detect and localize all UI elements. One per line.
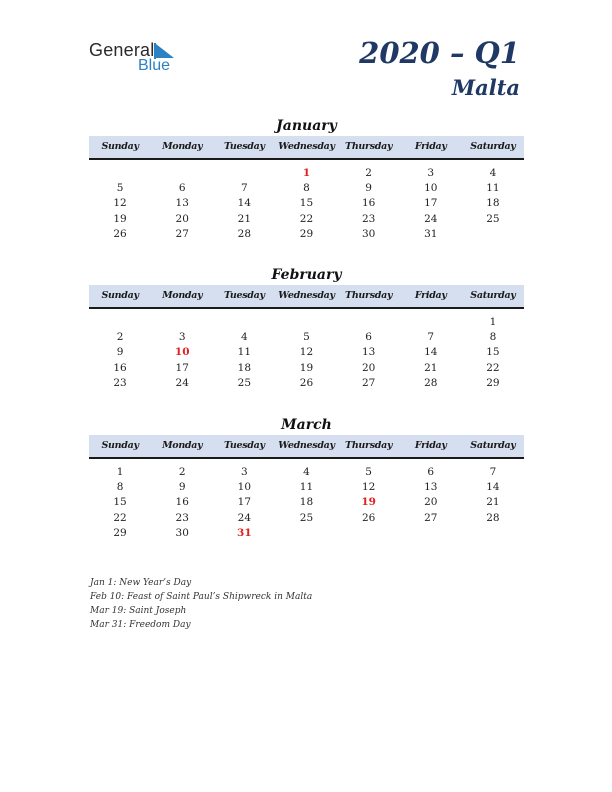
day-cell [275,315,337,330]
day-cell: 11 [486,182,500,195]
day-cell: 2 [365,167,372,179]
holiday-notes [90,576,312,632]
day-cell: 19 [113,212,127,225]
holiday-day-cell: 1 [302,167,311,179]
weekday-label: Saturday [470,290,516,301]
day-cell: 26 [113,227,127,240]
holiday-day-cell: 31 [237,526,252,539]
day-cell: 24 [175,376,189,389]
day-cell: 15 [486,346,500,359]
day-cell: 22 [113,511,127,524]
day-cell: 28 [486,511,500,524]
day-cell [213,166,275,181]
week-rows [89,459,524,541]
day-cell [462,227,524,242]
week-row [89,315,524,330]
day-cell: 3 [427,167,435,179]
day-cell [89,315,151,330]
day-cell: 27 [175,227,189,240]
week-rows [89,160,524,242]
day-cell: 28 [237,227,252,240]
day-cell [151,166,213,181]
week-row [89,465,524,480]
day-cell [338,526,400,541]
day-cell: 20 [424,496,438,509]
weekday-label: Sunday [101,141,139,152]
weekday-label: Thursday [345,141,393,152]
week-row [89,480,524,495]
weekday-header [89,435,524,459]
day-cell [213,315,275,330]
brand-name-bottom: Blue [138,57,171,74]
day-cell: 2 [116,331,124,344]
day-cell: 12 [299,346,314,359]
holiday-day-cell: 19 [361,496,376,509]
day-cell: 13 [175,197,189,210]
country-title: Malta [451,75,520,100]
day-cell: 27 [424,511,438,524]
day-cell: 19 [299,361,314,374]
day-cell: 4 [241,331,248,344]
month-name: January [276,118,337,134]
day-cell: 23 [175,511,189,524]
day-cell: 7 [489,466,497,478]
day-cell: 4 [489,167,497,179]
day-cell: 21 [486,496,500,509]
day-cell: 17 [424,197,438,210]
day-cell: 6 [178,182,186,195]
week-row [89,495,524,510]
holiday-day-cell: 10 [174,346,190,359]
day-cell: 13 [424,481,438,494]
month-january [89,117,524,242]
weekday-label: Monday [162,290,203,301]
day-cell: 1 [116,466,124,478]
day-cell: 10 [424,182,438,195]
day-cell: 16 [113,361,127,374]
week-row [89,227,524,242]
day-cell: 11 [237,346,252,359]
weekday-label: Wednesday [278,290,335,301]
day-cell: 8 [116,481,124,494]
day-cell: 26 [299,376,314,389]
weekday-label: Thursday [345,440,393,451]
day-cell: 29 [299,227,314,240]
day-cell: 7 [427,331,435,344]
weekday-label: Tuesday [223,290,265,301]
day-cell: 15 [299,197,314,210]
day-cell: 7 [241,182,248,195]
day-cell: 30 [175,526,189,539]
day-cell: 29 [113,526,127,539]
day-cell: 11 [299,481,314,494]
day-cell: 6 [427,466,435,478]
holiday-note: Jan 1: New Year’s Day [90,578,192,588]
day-cell [275,526,337,541]
day-cell: 2 [178,466,186,478]
weekday-label: Tuesday [223,141,265,152]
day-cell: 25 [486,212,500,225]
week-row [89,361,524,376]
weekday-label: Monday [162,440,203,451]
weekday-label: Monday [162,141,203,152]
weekday-label: Saturday [470,440,516,451]
day-cell: 18 [299,496,314,509]
day-cell [338,315,400,330]
weekday-label: Wednesday [278,141,335,152]
day-cell: 20 [175,212,189,225]
week-row [89,511,524,526]
day-cell: 13 [361,346,376,359]
day-cell: 25 [237,376,252,389]
day-cell: 28 [424,376,438,389]
day-cell: 17 [237,496,252,509]
weekday-label: Sunday [101,290,139,301]
day-cell: 8 [303,182,310,195]
day-cell: 23 [113,376,127,389]
week-row [89,330,524,345]
week-row [89,196,524,211]
weekday-label: Thursday [345,290,393,301]
weekday-header [89,136,524,160]
day-cell [462,526,524,541]
day-cell: 14 [237,197,252,210]
day-cell: 4 [303,466,310,478]
period-title: 2020 – Q1 [359,36,520,70]
week-row [89,526,524,541]
day-cell: 15 [113,496,127,509]
day-cell: 21 [237,212,252,225]
weekday-label: Wednesday [278,440,335,451]
weekday-label: Saturday [470,141,516,152]
day-cell: 21 [424,361,438,374]
weekday-header [89,285,524,309]
brand-name-top: General [89,40,155,60]
week-row [89,376,524,391]
day-cell: 3 [241,466,248,478]
day-cell: 3 [178,331,186,344]
day-cell: 24 [424,212,438,225]
day-cell: 12 [361,481,376,494]
day-cell: 18 [237,361,252,374]
holiday-note: Mar 31: Freedom Day [90,620,191,630]
day-cell: 25 [299,511,314,524]
month-name: March [281,417,332,433]
day-cell [151,315,213,330]
month-march [89,416,524,541]
day-cell: 16 [175,496,189,509]
holiday-note: Feb 10: Feast of Saint Paul’s Shipwreck in Malta [90,592,313,602]
day-cell: 5 [303,331,310,344]
day-cell: 10 [237,481,252,494]
month-february [89,266,524,391]
weekday-label: Friday [414,141,447,152]
day-cell: 16 [361,197,376,210]
day-cell: 5 [365,466,372,478]
day-cell: 8 [489,331,497,344]
day-cell: 1 [489,316,497,328]
day-cell: 6 [365,331,372,344]
weekday-label: Friday [414,290,447,301]
day-cell: 14 [424,346,438,359]
day-cell: 31 [424,227,438,240]
day-cell: 14 [486,481,500,494]
day-cell: 9 [116,346,124,359]
week-rows [89,309,524,391]
week-row [89,181,524,196]
day-cell [400,526,462,541]
week-row [89,166,524,181]
day-cell: 26 [361,511,376,524]
month-name: February [271,267,342,283]
day-cell: 20 [361,361,376,374]
day-cell: 12 [113,197,127,210]
day-cell: 18 [486,197,500,210]
day-cell [89,166,151,181]
day-cell: 17 [175,361,189,374]
day-cell: 24 [237,511,252,524]
weekday-label: Sunday [101,440,139,451]
day-cell: 9 [178,481,186,494]
week-row [89,345,524,360]
day-cell: 22 [486,361,500,374]
week-row [89,212,524,227]
day-cell [400,315,462,330]
weekday-label: Friday [414,440,447,451]
weekday-label: Tuesday [223,440,265,451]
day-cell: 22 [299,212,314,225]
day-cell: 29 [486,376,500,389]
holiday-note: Mar 19: Saint Joseph [90,606,187,616]
day-cell: 27 [361,376,376,389]
day-cell: 9 [365,182,372,195]
day-cell: 23 [361,212,376,225]
day-cell: 5 [116,182,124,195]
day-cell: 30 [361,227,376,240]
